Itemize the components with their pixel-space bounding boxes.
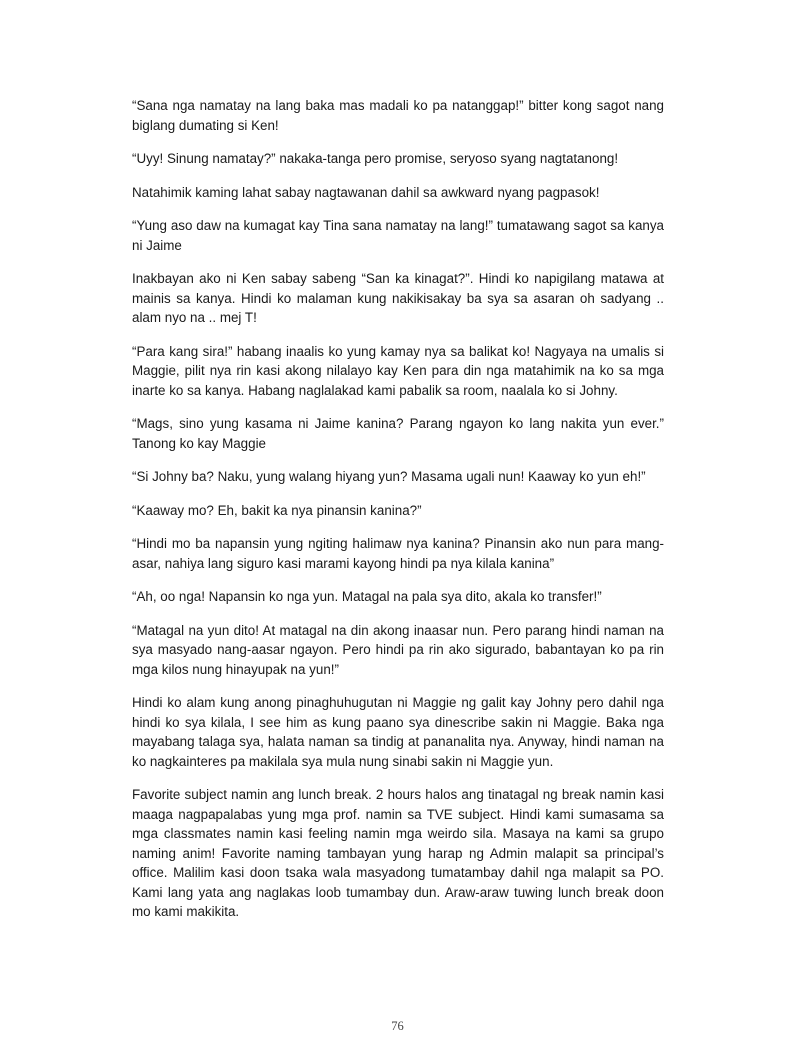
body-text (132, 96, 664, 936)
paragraph-12: “Matagal na yun dito! At matagal na din akong inaasar nun. Pero parang hindi naman na sya masyado nang-aasar ngayon. Pero hindi pa rin ako sigurado, babantayan ko pa rin mga kilos nung hinayupak na yun!” (132, 622, 664, 677)
paragraph-14: Favorite subject namin ang lunch break. 2 hours halos ang tinatagal ng break namin kasi maaga nagpapalabas yung mga prof. namin sa TVE subject. Hindi kami sumasama sa mga classmates namin kasi feeling namin mga weirdo sila. Masaya na kami sa grupo naming anim! Favorite naming tambayan yung harap ng Admin malapit sa principal’s office. Malilim kasi doon tsaka wala masyadong tumatambay dahil nga malapit sa PO. Kami lang yata ang naglakas loob tumambay dun. Araw-araw tuwing lunch break doon mo kami makikita. (132, 787, 664, 919)
paragraph-8: “Si Johny ba? Naku, yung walang hiyang yun? Masama ugali nun! Kaaway ko yun eh!” (132, 469, 646, 484)
paragraph-1: “Sana nga namatay na lang baka mas madali ko pa natanggap!” bitter kong sagot nang biglang dumating si Ken! (132, 98, 664, 133)
paragraph-9: “Kaaway mo? Eh, bakit ka nya pinansin kanina?” (132, 502, 422, 518)
paragraph-13: Hindi ko alam kung anong pinaghuhugutan ni Maggie ng galit kay Johny pero dahil nga hindi ko sya kilala, I see him as kung paano sya dinescribe sakin ni Maggie. Baka nga mayabang talaga sya, halata naman sa tindig at pananalita nya. Anyway, hindi naman na ko nagkainteres pa makilala sya mula nung sinabi sakin ni Maggie yun. (132, 695, 664, 769)
paragraph-6: “Para kang sira!” habang inaalis ko yung kamay nya sa balikat ko! Nagyaya na umalis si Maggie, pilit nya rin kasi akong nilalayo kay Ken para din nga matahimik na ko sa mga inarte ko sa kanya. Habang naglalakad kami pabalik sa room, naalala ko si Johny. (132, 343, 664, 398)
paragraph-5: Inakbayan ako ni Ken sabay sabeng “San ka kinagat?”. Hindi ko napigilang matawa at mainis sa kanya. Hindi ko malaman kung nakikisakay ba sya sa asaran oh sadyang .. alam nyo na .. mej T! (132, 271, 664, 325)
paragraph-3: Natahimik kaming lahat sabay nagtawanan dahil sa awkward nyang pagpasok! (132, 184, 600, 200)
paragraph-7: “Mags, sino yung kasama ni Jaime kanina? Parang ngayon ko lang nakita yun ever.” Tanong ko kay Maggie (132, 416, 664, 451)
paragraph-4: “Yung aso daw na kumagat kay Tina sana namatay na lang!” tumatawang sagot sa kanya ni Jaime (132, 218, 664, 253)
paragraph-2: “Uyy! Sinung namatay?” nakaka-tanga pero promise, seryoso syang nagtatanong! (132, 151, 619, 166)
paragraph-11: “Ah, oo nga! Napansin ko nga yun. Matagal na pala sya dito, akala ko transfer!” (132, 589, 602, 604)
page-number: 76 (391, 1019, 404, 1033)
paragraph-10: “Hindi mo ba napansin yung ngiting halimaw nya kanina? Pinansin ako nun para mang-asar, nahiya lang siguro kasi marami kayong hindi pa nya kilala kanina” (132, 536, 664, 571)
